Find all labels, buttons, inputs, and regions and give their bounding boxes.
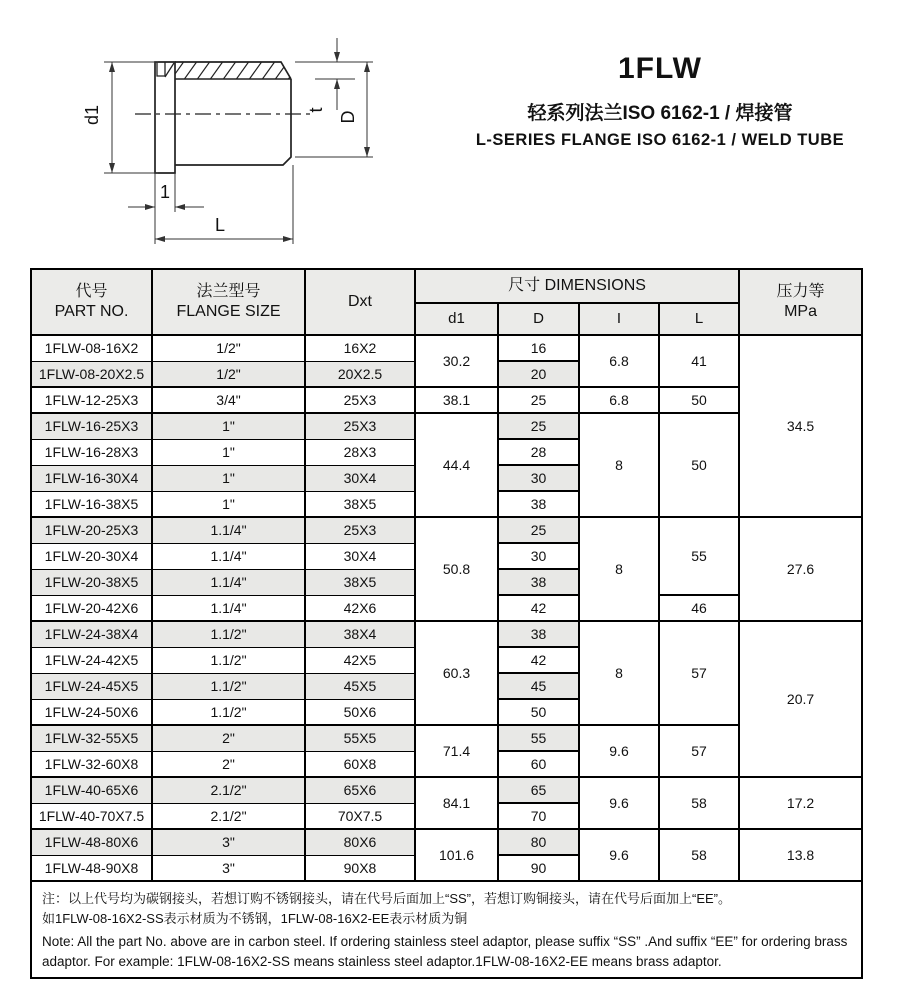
- dim-d1-cell: 30.2: [415, 335, 498, 387]
- dim-D-cell: 50: [498, 699, 579, 725]
- dim-D-cell: 38: [498, 569, 579, 595]
- part-no-cell: 1FLW-24-50X6: [31, 699, 152, 725]
- dim-label-d1: d1: [82, 104, 102, 126]
- part-no-cell: 1FLW-24-42X5: [31, 647, 152, 673]
- dim-D-cell: 90: [498, 855, 579, 881]
- dim-d1-cell: 71.4: [415, 725, 498, 777]
- dim-I-cell: 9.6: [579, 829, 659, 881]
- part-no-cell: 1FLW-32-60X8: [31, 751, 152, 777]
- dim-I-cell: 9.6: [579, 777, 659, 829]
- dim-d1-cell: 38.1: [415, 387, 498, 413]
- dim-D-cell: 30: [498, 543, 579, 569]
- part-no-cell: 1FLW-16-30X4: [31, 465, 152, 491]
- table-row: [31, 517, 862, 543]
- part-no-cell: 1FLW-08-20X2.5: [31, 361, 152, 387]
- dim-d1-cell: 84.1: [415, 777, 498, 829]
- flange-size-cell: 1.1/2": [152, 673, 305, 699]
- dim-I-cell: 8: [579, 621, 659, 725]
- dim-L-cell: 58: [659, 829, 739, 881]
- flange-size-cell: 1.1/2": [152, 699, 305, 725]
- flange-size-cell: 3": [152, 855, 305, 881]
- flange-size-cell: 1.1/4": [152, 569, 305, 595]
- flange-size-header-en: FLANGE SIZE: [176, 303, 281, 320]
- dim-D-cell: 38: [498, 621, 579, 647]
- dim-d1-cell: 101.6: [415, 829, 498, 881]
- dim-L-cell: 50: [659, 387, 739, 413]
- dxt-cell: 42X5: [305, 647, 415, 673]
- pressure-header-en: MPa: [784, 303, 817, 320]
- flange-weld-tube-drawing: [60, 22, 460, 260]
- dxt-cell: 55X5: [305, 725, 415, 751]
- spec-table: [30, 268, 863, 979]
- table-row: [31, 829, 862, 855]
- col-header-pressure: [739, 269, 862, 335]
- col-header-dimensions: 尺寸 DIMENSIONS: [415, 269, 739, 303]
- part-no-cell: 1FLW-20-42X6: [31, 595, 152, 621]
- dim-d1-cell: 50.8: [415, 517, 498, 621]
- part-no-cell: 1FLW-12-25X3: [31, 387, 152, 413]
- dxt-cell: 65X6: [305, 777, 415, 803]
- dim-D-cell: 42: [498, 595, 579, 621]
- part-no-cell: 1FLW-16-25X3: [31, 413, 152, 439]
- part-no-cell: 1FLW-16-38X5: [31, 491, 152, 517]
- part-no-cell: 1FLW-20-38X5: [31, 569, 152, 595]
- part-no-cell: 1FLW-24-38X4: [31, 621, 152, 647]
- flange-size-cell: 1.1/4": [152, 595, 305, 621]
- dim-D-cell: 25: [498, 517, 579, 543]
- flange-size-cell: 1.1/4": [152, 543, 305, 569]
- dim-L-cell: 55: [659, 517, 739, 595]
- pressure-cell: 27.6: [739, 517, 862, 621]
- dxt-cell: 30X4: [305, 543, 415, 569]
- flange-size-cell: 2": [152, 751, 305, 777]
- dxt-cell: 25X3: [305, 413, 415, 439]
- pressure-cell: 34.5: [739, 335, 862, 517]
- dim-D-cell: 65: [498, 777, 579, 803]
- dim-L-cell: 58: [659, 777, 739, 829]
- col-header-d1: d1: [415, 303, 498, 335]
- part-no-cell: 1FLW-24-45X5: [31, 673, 152, 699]
- dxt-cell: 50X6: [305, 699, 415, 725]
- dxt-cell: 42X6: [305, 595, 415, 621]
- dxt-cell: 25X3: [305, 387, 415, 413]
- dim-D-cell: 70: [498, 803, 579, 829]
- title-block: [450, 52, 870, 150]
- dim-I-cell: 8: [579, 517, 659, 621]
- tube-hub-top: [175, 62, 291, 79]
- part-no-cell: 1FLW-16-28X3: [31, 439, 152, 465]
- dim-I-cell: 9.6: [579, 725, 659, 777]
- table-row: [31, 413, 862, 439]
- dim-D-cell: 30: [498, 465, 579, 491]
- dim-label-t: t: [306, 107, 326, 113]
- flange-plate-outline: [155, 62, 175, 173]
- flange-size-cell: 2.1/2": [152, 777, 305, 803]
- part-no-cell: 1FLW-40-70X7.5: [31, 803, 152, 829]
- flange-size-header-cn: 法兰型号: [196, 283, 261, 300]
- dim-label-D: D: [338, 110, 358, 124]
- note-cn-line2: 如1FLW-08-16X2-SS表示材质为不锈钢，1FLW-08-16X2-EE表示材质为铜: [42, 911, 468, 927]
- col-header-I: I: [579, 303, 659, 335]
- table-header: [31, 269, 862, 335]
- dim-D-cell: 25: [498, 413, 579, 439]
- flange-size-cell: 1.1/2": [152, 647, 305, 673]
- flange-size-cell: 2.1/2": [152, 803, 305, 829]
- subtitle-chinese: 轻系列法兰ISO 6162-1 / 焊接管: [527, 103, 793, 124]
- table-row: [31, 621, 862, 647]
- dim-D-cell: 60: [498, 751, 579, 777]
- note-en: Note: All the part No. above are in carbon steel. If ordering stainless steel adaptor, please suffix “SS” .And suffix “EE” for ordering brass adaptor. For example: 1FLW-08-16X2-SS means stainless steel adaptor.1FLW-08-16X2-EE means brass adaptor.: [42, 934, 848, 969]
- dim-D-cell: 45: [498, 673, 579, 699]
- tube-body-outline: [175, 79, 291, 165]
- flange-size-cell: 3/4": [152, 387, 305, 413]
- dim-I-cell: 8: [579, 413, 659, 517]
- dim-D-cell: 28: [498, 439, 579, 465]
- part-no-cell: 1FLW-48-80X6: [31, 829, 152, 855]
- pressure-cell: 17.2: [739, 777, 862, 829]
- dim-label-1: 1: [159, 182, 171, 202]
- dim-L-cell: 46: [659, 595, 739, 621]
- part-no-cell: 1FLW-20-30X4: [31, 543, 152, 569]
- dim-L-cell: 50: [659, 413, 739, 517]
- flange-size-cell: 3": [152, 829, 305, 855]
- dxt-cell: 60X8: [305, 751, 415, 777]
- dim-D-cell: 80: [498, 829, 579, 855]
- flange-size-cell: 1.1/2": [152, 621, 305, 647]
- dxt-cell: 90X8: [305, 855, 415, 881]
- dim-D-cell: 25: [498, 387, 579, 413]
- dim-L-cell: 57: [659, 725, 739, 777]
- dim-D-cell: 38: [498, 491, 579, 517]
- page-title: 1FLW: [618, 52, 702, 85]
- col-header-dxt: Dxt: [305, 269, 415, 335]
- dim-L-cell: 41: [659, 335, 739, 387]
- dxt-cell: 28X3: [305, 439, 415, 465]
- dimension-arrowheads: [109, 52, 370, 242]
- table-row: [31, 777, 862, 803]
- col-header-flange-size: [152, 269, 305, 335]
- dxt-cell: 80X6: [305, 829, 415, 855]
- dim-label-L: L: [214, 215, 226, 235]
- dim-I-cell: 6.8: [579, 335, 659, 387]
- dim-D-cell: 16: [498, 335, 579, 361]
- part-no-header-en: PART NO.: [54, 303, 129, 320]
- spec-table-body: [31, 335, 862, 881]
- dim-d1-cell: 44.4: [415, 413, 498, 517]
- table-row: [31, 387, 862, 413]
- table-row: [31, 725, 862, 751]
- dim-D-cell: 55: [498, 725, 579, 751]
- dxt-cell: 30X4: [305, 465, 415, 491]
- flange-size-cell: 1.1/4": [152, 517, 305, 543]
- flange-size-cell: 1": [152, 439, 305, 465]
- pressure-header-cn: 压力等: [776, 283, 825, 300]
- flange-size-cell: 1/2": [152, 335, 305, 361]
- dim-L-cell: 57: [659, 621, 739, 725]
- dxt-cell: 45X5: [305, 673, 415, 699]
- part-no-cell: 1FLW-08-16X2: [31, 335, 152, 361]
- dxt-cell: 38X5: [305, 491, 415, 517]
- dim-D-cell: 20: [498, 361, 579, 387]
- flange-notch: [157, 62, 165, 76]
- dim-D-cell: 42: [498, 647, 579, 673]
- dxt-cell: 38X4: [305, 621, 415, 647]
- dxt-cell: 16X2: [305, 335, 415, 361]
- technical-drawing: [60, 22, 460, 260]
- dxt-cell: 70X7.5: [305, 803, 415, 829]
- dxt-cell: 25X3: [305, 517, 415, 543]
- flange-size-cell: 1": [152, 413, 305, 439]
- pressure-cell: 20.7: [739, 621, 862, 777]
- part-no-cell: 1FLW-40-65X6: [31, 777, 152, 803]
- dim-d1-cell: 60.3: [415, 621, 498, 725]
- dxt-cell: 38X5: [305, 569, 415, 595]
- flange-size-cell: 1": [152, 491, 305, 517]
- note-cn-line1: 注：以上代号均为碳钢接头，若想订购不锈钢接头，请在代号后面加上“SS”，若想订购铜接头，请在代号后面加上“EE”。: [42, 891, 732, 906]
- table-row: [31, 335, 862, 361]
- part-no-cell: 1FLW-20-25X3: [31, 517, 152, 543]
- flange-size-cell: 1": [152, 465, 305, 491]
- dxt-cell: 20X2.5: [305, 361, 415, 387]
- dim-I-cell: 6.8: [579, 387, 659, 413]
- part-no-cell: 1FLW-48-90X8: [31, 855, 152, 881]
- part-no-cell: 1FLW-32-55X5: [31, 725, 152, 751]
- flange-size-cell: 1/2": [152, 361, 305, 387]
- col-header-L: L: [659, 303, 739, 335]
- col-header-part-no: [31, 269, 152, 335]
- subtitle-english: L-SERIES FLANGE ISO 6162-1 / WELD TUBE: [475, 131, 845, 149]
- pressure-cell: 13.8: [739, 829, 862, 881]
- col-header-D: D: [498, 303, 579, 335]
- flange-size-cell: 2": [152, 725, 305, 751]
- part-no-header-cn: 代号: [75, 283, 108, 300]
- dimension-lines: [104, 38, 373, 244]
- notes-cell: [31, 881, 862, 978]
